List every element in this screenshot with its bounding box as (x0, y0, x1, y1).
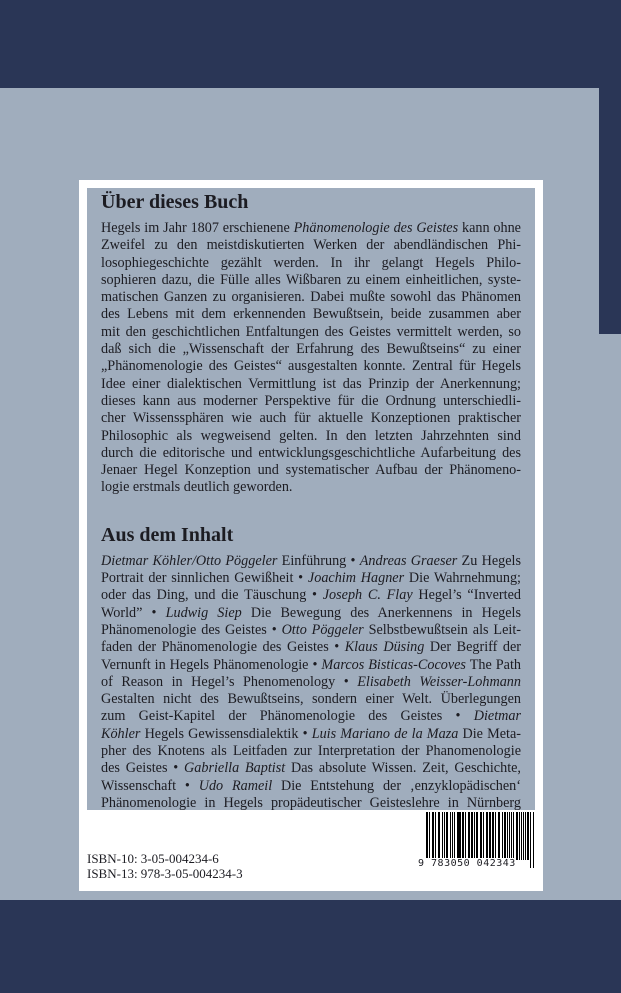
text-segment: zum Geist-Kapitel der Phänomenologie des Geistes • (101, 708, 474, 725)
barcode-bar (530, 812, 531, 868)
barcode-bar (487, 812, 488, 860)
barcode-bar (454, 812, 455, 860)
author-name: Ludwig Siep (165, 604, 242, 621)
barcode-bar (502, 812, 503, 860)
barcode-bar (469, 812, 470, 860)
barcode-bar (507, 812, 508, 860)
barcode-bar (499, 812, 500, 860)
barcode-bar (495, 812, 496, 860)
text-segment: Wissenschaft • (101, 777, 199, 794)
text-line (101, 708, 521, 725)
text-segment: Phänomenologie des Geistes • (101, 621, 282, 638)
back-cover-text (101, 188, 521, 812)
text-line (101, 272, 521, 289)
text-line (101, 255, 521, 272)
text-segment: daß sich die „Wissenschaft der Erfahrung des Bewußtseins“ zu einer (101, 341, 521, 358)
text-segment: pher des Knotens als Leitfaden zur Interpretation der Phanomenologie (101, 743, 521, 760)
text-line (101, 570, 521, 587)
about-paragraph (101, 220, 521, 497)
contents-heading: Aus dem Inhalt (101, 523, 234, 546)
text-line (101, 726, 521, 743)
text-segment: of Reason in Hegel’s Phenomenology • (101, 673, 358, 690)
author-name: Gabriella Baptist (184, 760, 286, 777)
text-segment: losophiegeschichte gezählt werden. In ihr gelangt Hegels Philo- (101, 254, 521, 271)
text-segment: Hegel’s “Inverted (412, 587, 521, 604)
text-line (101, 760, 521, 777)
text-line (101, 743, 521, 760)
text-line (101, 795, 521, 812)
text-segment: Die Meta- (458, 725, 521, 742)
text-segment: Phänomenologie in Hegels propädeutischer Geisteslehre in Nürnberg (101, 794, 521, 811)
text-segment: World” • (101, 604, 166, 621)
text-segment: faden der Phänomenologie des Geistes • (101, 639, 345, 656)
barcode-bar (533, 812, 534, 868)
text-line (101, 778, 521, 795)
text-line (101, 462, 521, 479)
text-line (101, 220, 521, 237)
about-heading: Über dieses Buch (101, 191, 249, 213)
barcode-bar (435, 812, 437, 860)
text-segment: Selbstbewußtsein als Leit- (363, 621, 521, 638)
barcode-bar (463, 812, 464, 860)
barcode-bar (446, 812, 447, 860)
text-line (101, 306, 521, 323)
barcode-bar (458, 812, 459, 860)
text-segment: Philosophic als wegweisend gelten. In den letzten Jahrzehnten sind (101, 427, 521, 444)
text-line (101, 237, 521, 254)
text-segment: The Path (465, 656, 521, 673)
author-name: Köhler (101, 725, 141, 742)
text-line (101, 657, 521, 674)
text-line (101, 674, 521, 691)
text-segment: Zweifel zu den meistdiskutierten Werken der abendländischen Phi- (101, 237, 521, 254)
barcode-bar (459, 812, 460, 860)
barcode-bar (442, 812, 443, 860)
text-line (101, 587, 521, 604)
barcode-bar (528, 812, 529, 860)
text-line (101, 691, 521, 708)
contents-paragraph (101, 553, 521, 812)
text-line (101, 622, 521, 639)
barcode-bar (452, 812, 453, 860)
barcode-bar (493, 812, 494, 860)
author-name: Joseph C. Flay (322, 587, 413, 604)
text-line (101, 553, 521, 570)
barcode (418, 812, 534, 874)
text-line (101, 639, 521, 656)
barcode-bars (426, 812, 534, 864)
author-name: Dietmar (473, 708, 521, 725)
barcode-bar (505, 812, 506, 860)
text-segment: durch die editorische und entwicklungsgeschichtliche Aufarbeitung des (101, 444, 521, 461)
barcode-bar (471, 812, 473, 860)
text-segment: Hegels im Jahr 1807 erschienene (101, 220, 294, 236)
text-segment: logie erstmals deutlich geworden. (101, 479, 293, 496)
barcode-digits-text: 9 783050 042343 (418, 858, 516, 869)
barcode-bar (429, 812, 430, 860)
barcode-bar (525, 812, 526, 860)
text-segment: sophieren dazu, die Fülle alles Wißbaren zu einem einheitlichen, syste- (101, 271, 521, 288)
author-name: Dietmar Köhler/Otto Pöggeler (101, 552, 278, 569)
text-segment: des Lebens mit dem erkennenden Bewußtsein, beide zusammen aber (101, 306, 521, 323)
barcode-bar (439, 812, 440, 860)
barcode-bar (433, 812, 434, 860)
author-name: Phänomenologie des Geistes (293, 220, 459, 236)
text-line (101, 358, 521, 375)
top-color-band (0, 0, 621, 88)
author-name: Joachim Hagner (307, 570, 405, 587)
text-segment: Vernunft in Hegels Phänomenologie • (101, 656, 322, 673)
barcode-bar (511, 812, 512, 860)
barcode-bar (519, 812, 520, 860)
text-segment: dieses kann aus moderner Perspektive für die Ordnung unterschiedli- (101, 392, 521, 409)
barcode-bar (517, 812, 518, 860)
text-segment: Jenaer Hegel Konzeption und systematischer Aufbau der Phänomeno- (101, 462, 521, 479)
barcode-bar (477, 812, 478, 860)
text-segment: Die Entstehung der ‚enzyklopädischen‘ (272, 777, 521, 794)
text-segment: matischen Ganzen zu organisieren. Dabei mußte sowohl das Phänomen (101, 289, 521, 306)
text-line (101, 289, 521, 306)
text-segment: Zu Hegels (457, 552, 521, 569)
text-segment: Die Wahrnehmung; (404, 570, 521, 587)
text-segment: Der Begriff der (424, 639, 521, 656)
barcode-bar (465, 812, 466, 860)
text-segment: „Phänomenologie des Geistes“ ausgestalten konnte. Zentral für Hegels (101, 358, 521, 375)
barcode-digits (418, 858, 516, 869)
barcode-bar (483, 812, 484, 860)
isbn-10: ISBN-10: 3-05-004234-6 (87, 851, 219, 866)
author-name: Andreas Graeser (359, 552, 458, 569)
author-name: Luis Mariano de la Maza (311, 725, 459, 742)
author-name: Klaus Düsing (344, 639, 425, 656)
text-segment: Hegels Gewissensdialektik • (140, 725, 312, 742)
author-name: Elisabeth Weisser-Lohmann (357, 673, 521, 690)
isbn-13: ISBN-13: 978-3-05-004234-3 (87, 866, 243, 881)
text-segment: oder das Ding, und die Täuschung • (101, 587, 323, 604)
text-segment: Die Bewegung des Anerkennens in Hegels (241, 604, 521, 621)
side-color-strip (599, 88, 621, 334)
barcode-bar (476, 812, 477, 860)
text-line (101, 445, 521, 462)
text-line (101, 341, 521, 358)
text-line (101, 428, 521, 445)
text-line (101, 410, 521, 427)
text-segment: Idee einer dialektischen Vermittlung ist das Prinzip der Anerkennung; (101, 375, 521, 392)
text-line (101, 393, 521, 410)
text-segment: des Geistes • (101, 760, 185, 777)
text-segment: Portrait der sinnlichen Gewißheit • (101, 570, 308, 587)
author-name: Otto Pöggeler (281, 621, 364, 638)
barcode-bar (513, 812, 515, 860)
text-segment: mit den geschichtlichen Entfaltungen des Geistes vermittelt werden, so (101, 323, 521, 340)
text-segment: Gestalten nicht des Bewußtseins, sondern einer Welt. Überlegungen (101, 691, 521, 708)
text-line (101, 324, 521, 341)
isbn-block (87, 851, 243, 881)
text-segment: Das absolute Wissen. Zeit, Geschichte, (285, 760, 521, 777)
text-segment: Einführung • (277, 552, 360, 569)
author-name: Marcos Bisticas-Cocoves (321, 656, 466, 673)
text-line (101, 479, 521, 496)
text-segment: cher Wissenssphären wie auch für aktuelle Konzeptionen praktischer (101, 410, 521, 427)
text-line (101, 376, 521, 393)
barcode-bar (523, 812, 524, 860)
text-segment: kann ohne (458, 220, 521, 236)
barcode-bar (447, 812, 448, 860)
bottom-color-band (0, 900, 621, 993)
author-name: Udo Rameil (198, 777, 273, 794)
barcode-bar (489, 812, 491, 860)
text-line (101, 605, 521, 622)
